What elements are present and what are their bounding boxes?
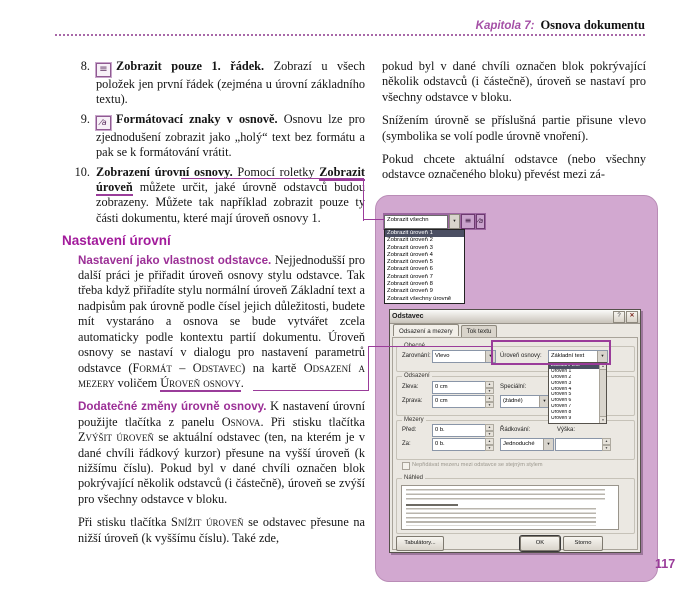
dropdown-list-item[interactable]: Zobrazit úroveň 4 <box>387 251 433 258</box>
combobox-arrow-icon[interactable]: ▼ <box>485 351 495 362</box>
radkovani-combobox[interactable]: Jednoduché ▼ <box>500 438 554 451</box>
text-run: Zobrazení úrovní osnovy. <box>96 164 233 179</box>
dropdown-list-item[interactable]: Zobrazit úroveň 8 <box>387 281 433 288</box>
text-run: . <box>240 375 244 390</box>
za-label: Za: <box>402 441 411 447</box>
show-formatting-icon[interactable]: ⁄a <box>476 214 485 229</box>
text-run: Pomocí roletky <box>232 164 320 179</box>
text-run: – <box>171 360 193 375</box>
show-level-dropdown-list[interactable] <box>384 229 465 304</box>
outline-level-highlight <box>491 340 611 365</box>
text-run: můžete určit, jaké úrovně odstavců budou zobrazeny. Můžete tak například zobrazit pouze ty části dokumentu, které mají úroveň osnovy 1. <box>96 180 365 225</box>
list-item-9 <box>62 112 365 161</box>
outline-toolbar <box>383 213 486 230</box>
page-number: 117 <box>655 557 676 571</box>
paragraph <box>78 399 365 507</box>
zarovnani-label: Zarovnání: <box>402 353 431 359</box>
spinner-up-icon: ▲ <box>485 438 494 445</box>
callout-line-show-level <box>181 178 364 221</box>
spinner-down-icon: ▼ <box>602 445 611 452</box>
spinner-up-icon: ▲ <box>485 424 494 431</box>
text-run: se odstavec přesune na nižší úroveň (k vyššímu číslu). Také zde, <box>78 515 365 545</box>
preview-placeholder-text <box>406 508 596 526</box>
dropdown-list-item[interactable]: Zobrazit úroveň 2 <box>387 237 433 244</box>
spinner-up-icon: ▲ <box>485 381 494 388</box>
pred-spinner[interactable] <box>485 424 494 435</box>
za-field[interactable]: 0 b. <box>432 438 488 451</box>
paragraph <box>78 515 365 546</box>
callout-line-show-level <box>363 219 385 220</box>
dropdown-list-item[interactable]: Zobrazit všechny úrovně <box>387 295 452 302</box>
dropdown-scrollbar[interactable] <box>599 363 606 423</box>
chapter-title: Osnova dokumentu <box>540 18 645 32</box>
pred-label: Před: <box>402 427 417 433</box>
text-run: Odsazení a mezery <box>78 360 365 390</box>
figure-panel <box>375 195 658 582</box>
list-item-text <box>96 59 365 106</box>
right-column <box>382 59 646 191</box>
text-run: Formát <box>132 360 172 375</box>
dropdown-list-item[interactable]: Zobrazit úroveň 9 <box>387 288 433 295</box>
chapter-label: Kapitola 7: <box>475 20 535 32</box>
zleva-spinner[interactable] <box>485 381 494 392</box>
text-run: Zvýšit úroveň <box>78 430 154 445</box>
text-run: Osnovu lze pro zjednodušení zobrazit jako „holý“ text bez formátu a pak se k formátování vrátit. <box>96 111 365 160</box>
group-legend: Náhled <box>404 475 424 481</box>
preview-placeholder-text <box>406 489 605 502</box>
text-run: se aktuální odstavec (ten, na kterém je v dané chvíli řádkový kurzor) přesune na vyšší úroveň (k nižšímu číslu). Pokud byl v dané chvíli označen blok pokrývající několik odstavců (i částečně), úroveň se zvýší pro všechny odstavce v bloku. <box>78 430 365 506</box>
tab-tok-textu[interactable]: Tok textu <box>461 325 498 337</box>
list-number: 8. <box>80 59 90 73</box>
preview-sample-line <box>406 504 458 506</box>
spinner-down-icon: ▼ <box>485 431 494 438</box>
dropdown-list-item[interactable]: Úroveň 5 <box>551 392 572 398</box>
show-formatting-icon: ⁄a <box>96 116 111 130</box>
text-run: Osnova <box>221 414 261 429</box>
combobox-arrow-icon[interactable]: ▼ <box>543 439 553 450</box>
group-legend: Obecné <box>404 343 426 349</box>
combobox-arrow-icon[interactable]: ▼ <box>597 351 607 362</box>
dropdown-list-item[interactable]: Zobrazit úroveň 3 <box>387 244 433 251</box>
text-run: Úroveň osnovy <box>160 375 241 390</box>
spinner-up-icon: ▲ <box>602 438 611 445</box>
dropdown-list-item[interactable]: Úroveň 2 <box>551 374 572 380</box>
scroll-up-icon[interactable]: ▲ <box>601 364 605 368</box>
text-run: ) na kartě <box>241 360 304 375</box>
spinner-down-icon: ▼ <box>485 445 494 452</box>
dropdown-list-item[interactable]: Úroveň 3 <box>551 380 572 386</box>
zprava-label: Zprava: <box>402 398 423 404</box>
group-legend: Mezery <box>404 417 424 423</box>
zarovnani-combobox[interactable]: Vlevo ▼ <box>432 350 496 363</box>
ok-button[interactable]: OK <box>520 536 560 551</box>
paragraph: pokud byl v dané chvíli označen blok pokrývající několik odstavců (i částečně), úroveň se nastaví pro všechny odstavce v bloku. <box>382 59 646 104</box>
close-icon[interactable]: ✕ <box>626 311 638 323</box>
paragraph: Snížením úrovně se příslušná partie přisune vlevo (symbolika se volí podle úrovně vnoření). <box>382 113 646 143</box>
first-line-only-icon[interactable]: ≡ <box>461 214 475 229</box>
text-run: voličem <box>114 375 161 390</box>
text-run: Snížit úroveň <box>171 515 244 530</box>
uroven-osnovy-combobox[interactable]: Základní text ▼ <box>548 350 608 363</box>
list-item-8 <box>62 59 365 108</box>
dialog-tabs <box>393 325 497 337</box>
page-header <box>55 16 645 34</box>
combobox-arrow-icon[interactable]: ▼ <box>539 396 549 407</box>
text-run: Dodatečné změny úrovně osnovy. <box>78 400 267 414</box>
dropdown-list-item[interactable]: Základní text <box>549 363 606 369</box>
spinner-up-icon: ▲ <box>485 395 494 402</box>
dialog-titlebar <box>390 310 640 324</box>
zleva-field[interactable]: 0 cm <box>432 381 488 394</box>
text-run: Nejjednodušší pro další práci je přiřadit úroveň osnovy stylu odstavce. Tak třeba když přiřadíte stylu normální úroveň Základní text a nadpisům pak úrovně podle čísel jejich důležitosti, budete mít vystaráno a osnova se bude vytvářet zcela automaticky podle kontextu partií dokumentu. Úroveň osnovy se nastaví v dialogu pro nastavení parametrů odstavce ( <box>78 252 365 375</box>
section-heading: Nastavení úrovní <box>62 233 171 249</box>
show-level-combobox[interactable]: Zobrazit všechn <box>384 215 448 229</box>
text-run: Nastavení jako vlastnost odstavce. <box>78 253 272 267</box>
callout-line-outline-level <box>253 347 369 391</box>
pred-field[interactable]: 0 b. <box>432 424 488 437</box>
text-run: Zobrazit úroveň <box>96 164 365 195</box>
dropdown-list-item[interactable]: Zobrazit úroveň 6 <box>387 266 433 273</box>
tabulatory-button[interactable]: Tabulátory... <box>396 536 444 551</box>
same-style-checkbox-label: Nepřidávat mezeru mezi odstavce se stejným stylem <box>412 462 543 468</box>
zprava-spinner[interactable] <box>485 395 494 406</box>
text-run: K nastavení úrovní použijte tlačítka z panelu <box>78 399 365 429</box>
zleva-label: Zleva: <box>402 384 419 390</box>
za-spinner[interactable] <box>485 438 494 449</box>
vyska-field[interactable] <box>555 438 605 451</box>
dropdown-list-item[interactable]: Zobrazit úroveň 1 <box>385 230 464 237</box>
dropdown-list-item[interactable]: Úroveň 4 <box>551 386 572 392</box>
storno-button[interactable]: Storno <box>563 536 603 551</box>
combobox-arrow-icon[interactable]: ▼ <box>449 214 460 229</box>
dropdown-list-item[interactable]: Úroveň 9 <box>551 416 572 422</box>
dropdown-list-item[interactable]: Zobrazit úroveň 7 <box>387 273 433 280</box>
left-column <box>62 59 365 554</box>
dropdown-list-item[interactable]: Zobrazit úroveň 5 <box>387 259 433 266</box>
vyska-spinner[interactable] <box>602 438 611 449</box>
spinner-down-icon: ▼ <box>485 402 494 409</box>
zprava-field[interactable]: 0 cm <box>432 395 488 408</box>
specialni-label: Speciální: <box>500 384 527 390</box>
uroven-osnovy-label: Úroveň osnovy: <box>500 353 542 359</box>
dropdown-list-item[interactable]: Úroveň 6 <box>551 398 572 404</box>
list-number: 10. <box>74 164 90 179</box>
tab-odsazeni-a-mezery[interactable]: Odsazení a mezery <box>393 324 459 336</box>
text-run: Zobrazit pouze 1. řádek. <box>116 59 265 73</box>
dropdown-list-item[interactable]: Úroveň 1 <box>551 368 572 374</box>
dropdown-list-item[interactable]: Úroveň 7 <box>551 404 572 410</box>
preview-box <box>401 485 619 530</box>
uroven-osnovy-dropdown-list[interactable] <box>548 362 607 424</box>
dropdown-list-item[interactable]: Úroveň 8 <box>551 410 572 416</box>
help-icon[interactable]: ? <box>613 311 625 323</box>
scroll-down-icon[interactable]: ▼ <box>601 418 605 422</box>
list-item-text <box>96 112 365 159</box>
text-run: Formátovací znaky v osnově. <box>116 111 278 126</box>
list-number: 9. <box>80 111 90 126</box>
group-legend: Odsazení <box>404 373 430 379</box>
text-run: Zobrazí u všech položek jen první řádek (zejména u úrovní základního textu). <box>96 59 365 107</box>
same-style-checkbox[interactable] <box>402 462 410 470</box>
first-line-only-icon: ≡ <box>96 63 111 77</box>
radkovani-label: Řádkování: <box>500 427 531 433</box>
vyska-label: Výška: <box>557 427 576 433</box>
text-run: . Při stisku tlačítka <box>260 414 365 429</box>
paragraph: Pokud chcete aktuální odstavce (nebo všechny odstavce označeného bloku) převést mezi zá- <box>382 152 646 182</box>
text-run: Odstavec <box>192 360 242 375</box>
spinner-down-icon: ▼ <box>485 388 494 395</box>
text-run: Při stisku tlačítka <box>78 515 172 530</box>
callout-line-outline-level <box>368 346 492 347</box>
specialni-combobox[interactable]: (žádné) ▼ <box>500 395 550 408</box>
dialog-title: Odstavec <box>392 313 424 320</box>
header-rule <box>55 34 645 36</box>
